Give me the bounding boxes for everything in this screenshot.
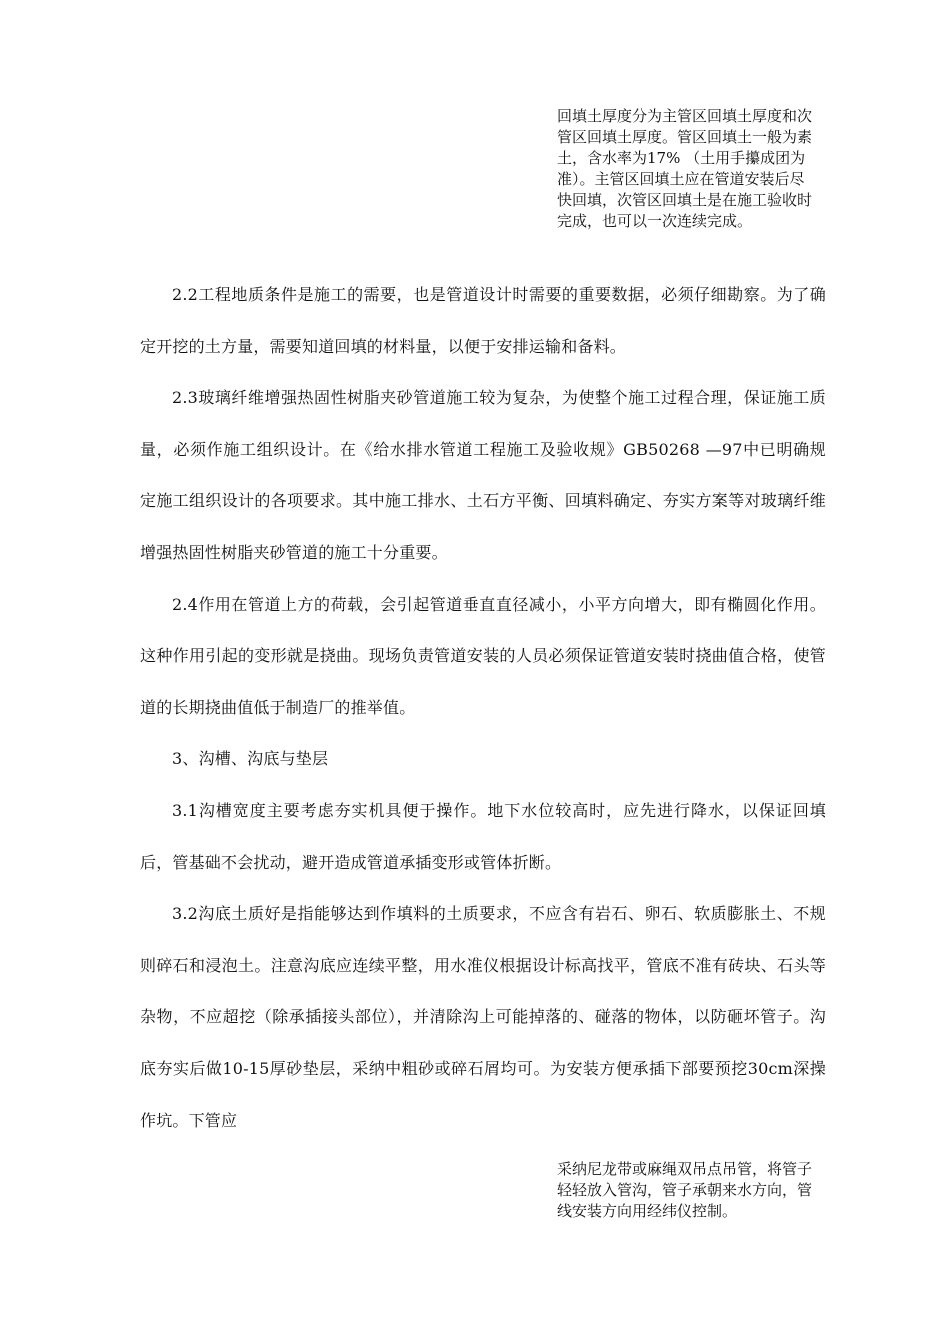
paragraph-2-3: 2.3玻璃纤维增强热固性树脂夹砂管道施工较为复杂，为使整个施工过程合理，保证施工质量，必须作施工组织设计。在《给水排水管道工程施工及验收规》GB50268 —97中已明确规定施工组织设计的各项要求。其中施工排水、土石方平衡、回填料确定、夯实方案等对玻璃纤维增强热固性树脂夹砂管道的施工十分重要。 — [140, 388, 826, 562]
side-note-backfill: 回填土厚度分为主管区回填土厚度和次管区回填土厚度。管区回填土一般为素土，含水率为17% （土用手攥成团为准）。主管区回填土应在管道安装后尽快回填，次管区回填土是在施工验收时完成，也可以一次连续完成。 — [557, 107, 813, 230]
side-note-lowering-pipe: 采纳尼龙带或麻绳双吊点吊管，将管子轻轻放入管沟，管子承朝来水方向，管线安装方向用经纬仪控制。 — [557, 1160, 813, 1220]
section-heading-3: 3、沟槽、沟底与垫层 — [172, 749, 329, 769]
paragraph-3-1: 3.1沟槽宽度主要考虑夯实机具便于操作。地下水位较高时，应先进行降水，以保证回填后，管基础不会扰动，避开造成管道承插变形或管体折断。 — [140, 800, 826, 872]
paragraph-2-4: 2.4作用在管道上方的荷载，会引起管道垂直直径减小，小平方向增大，即有椭圆化作用。这种作用引起的变形就是挠曲。现场负责管道安装的人员必须保证管道安装时挠曲值合格，使管道的长期挠曲值低于制造厂的推举值。 — [140, 594, 826, 717]
paragraph-2-2: 2.2工程地质条件是施工的需要，也是管道设计时需要的重要数据，必须仔细勘察。为了确定开挖的土方量，需要知道回填的材料量，以便于安排运输和备料。 — [140, 285, 826, 356]
paragraph-3-2: 3.2沟底土质好是指能够达到作填料的土质要求，不应含有岩石、卵石、软质膨胀土、不规则碎石和浸泡土。注意沟底应连续平整，用水准仪根据设计标高找平，管底不准有砖块、石头等杂物，不应超挖（除承插接头部位），并清除沟上可能掉落的、碰落的物体，以防砸坏管子。沟底夯实后做10-15厚砂垫层，采纳中粗砂或碎石屑均可。为安装方便承插下部要预挖30cm深操作坑。下管应 — [140, 904, 826, 1130]
document-body — [140, 269, 826, 1146]
